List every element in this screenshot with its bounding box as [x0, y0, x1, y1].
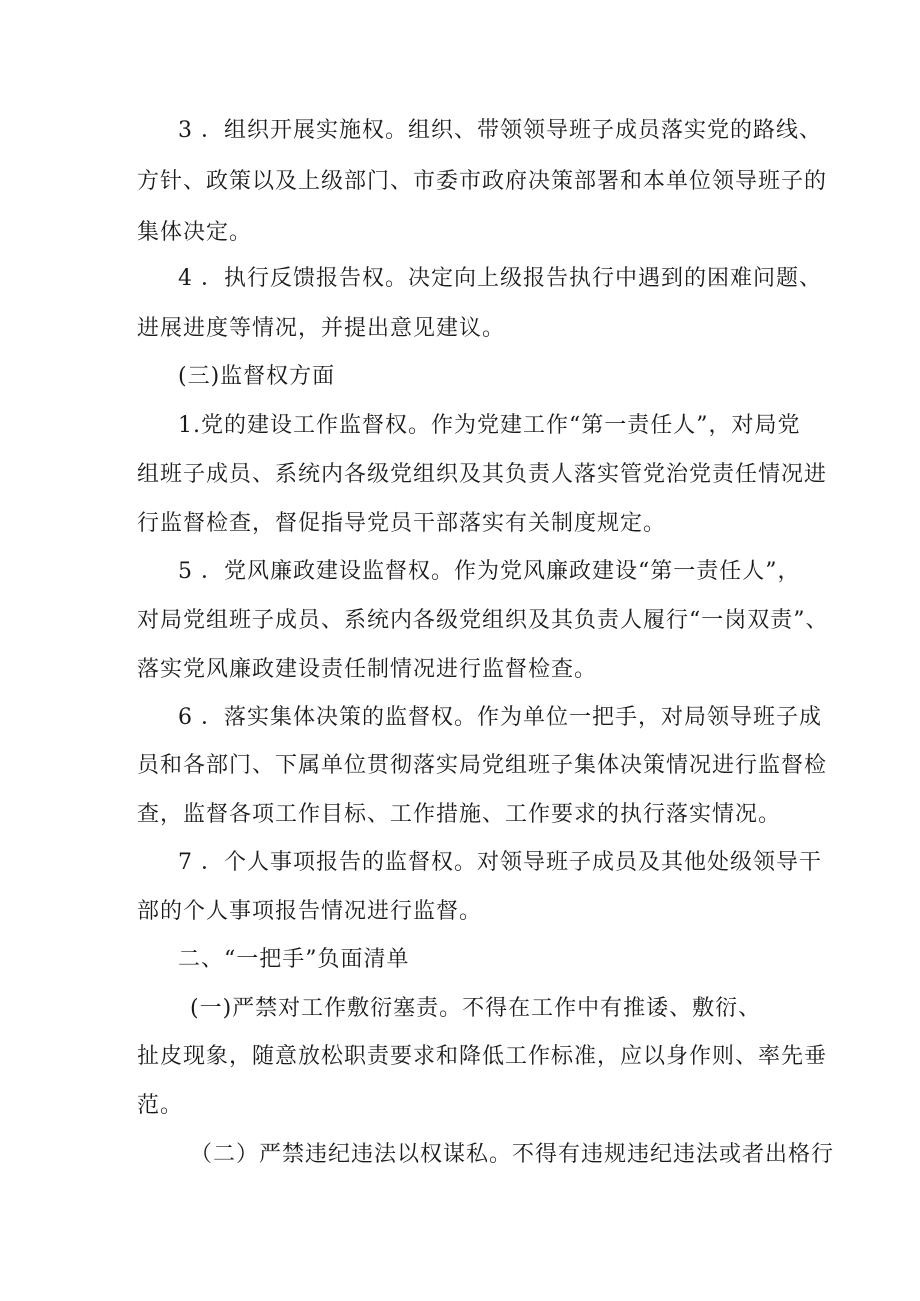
text-line: 查，监督各项工作目标、工作措施、工作要求的执行落实情况。: [137, 802, 782, 827]
text-line: 员和各部门、下属单位贯彻落实局党组班子集体决策情况进行监督检: [137, 753, 828, 778]
text-line: 集体决定。: [137, 220, 253, 245]
text-line: 4 ．执行反馈报告权。决定向上级报告执行中遇到的困难问题、: [178, 266, 822, 291]
section-heading: (三)监督权方面: [178, 364, 336, 389]
text-line: (一)严禁对工作敷衍塞责。不得在工作中有推诿、敷衍、: [190, 996, 762, 1021]
text-line: 行监督检查，督促指导党员干部落实有关制度规定。: [137, 511, 667, 536]
text-line: 进展进度等情况，并提出意见建议。: [137, 316, 506, 341]
text-line: 1.党的建设工作监督权。作为党建工作“第一责任人”，对局党: [178, 413, 801, 438]
text-line: 7 ．个人事项报告的监督权。对领导班子成员及其他处级领导干: [178, 850, 822, 875]
text-line: 组班子成员、系统内各级党组织及其负责人落实管党治党责任情况进: [137, 462, 828, 487]
text-line: 3 ．组织开展实施权。组织、带领领导班子成员落实党的路线、: [178, 118, 822, 143]
text-line: 对局党组班子成员、系统内各级党组织及其负责人履行“一岗双责”、: [137, 608, 829, 633]
text-line: 方针、政策以及上级部门、市委市政府决策部署和本单位领导班子的: [137, 169, 828, 194]
text-line: 6 ．落实集体决策的监督权。作为单位一把手，对局领导班子成: [178, 705, 822, 730]
section-heading: 二、“一把手”负面清单: [178, 947, 410, 972]
text-line: 扯皮现象，随意放松职责要求和降低工作标准，应以身作则、率先垂: [137, 1044, 828, 1069]
text-line: （二）严禁违纪违法以权谋私。不得有违规违纪违法或者出格行: [190, 1142, 835, 1167]
text-line: 5 ．党风廉政建设监督权。作为党风廉政建设“第一责任人”，: [178, 559, 801, 584]
text-line: 部的个人事项报告情况进行监督。: [137, 899, 483, 924]
text-line: 落实党风廉政建设责任制情况进行监督检查。: [137, 657, 598, 682]
text-line: 范。: [137, 1093, 184, 1118]
